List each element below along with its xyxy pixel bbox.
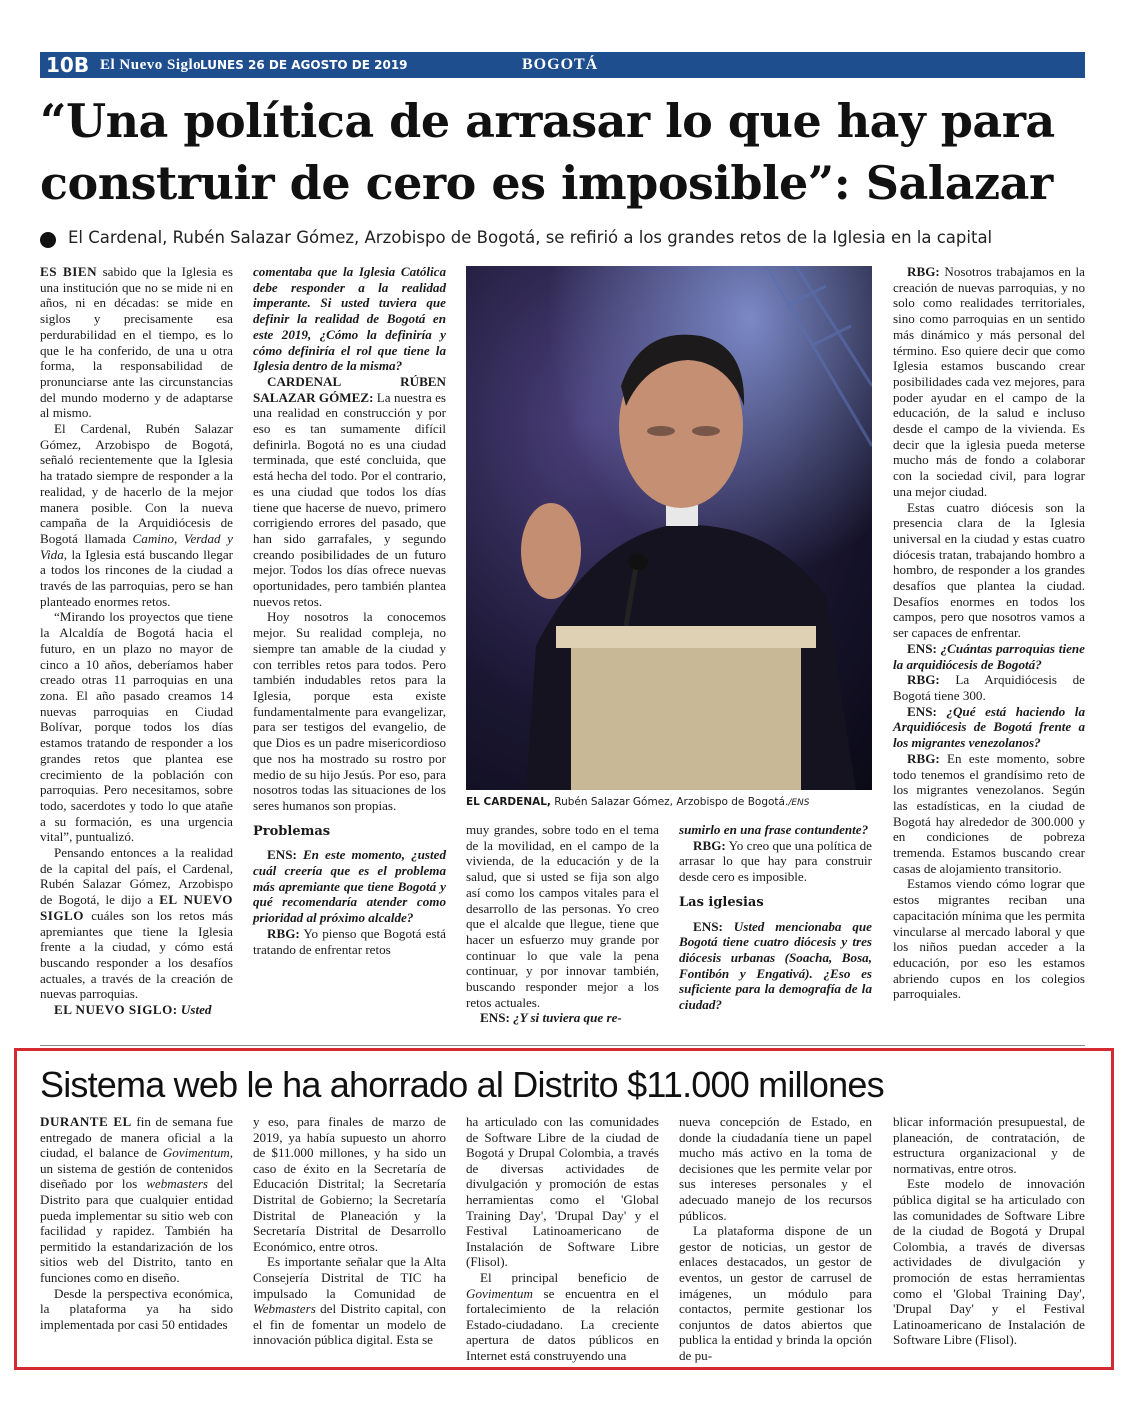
paragraph-text: cuáles son los retos más apremiantes que tiene la Iglesia frente a la ciudad, y cómo está buscando responder a los desafíos actuales, a través de la creación de nuevas parroquias.	[40, 907, 233, 1002]
paragraph	[253, 1254, 446, 1348]
italic-term: webmasters	[146, 1176, 209, 1192]
system-name: Govimentum	[162, 1145, 230, 1161]
box-column-2	[253, 1114, 446, 1348]
paragraph-text: Pensando entonces a la realidad de la capital del país, el Cardenal, Rubén Salazar Gómez, Arzobispo de Bogotá, le dijo a	[40, 845, 233, 908]
paragraph: “Mirando los proyectos que tiene la Alcaldía de Bogotá hacia el futuro, en un plazo no mayor de cinco a 10 años, deberíamos haber creado otras 11 parroquias en una zona. El año pasado creamos 14 nuevas parroquias en Ciudad Bolívar, porque todos los días estamos tratando de responder a los grandes retos que plantea ese crecimiento de la población con parroquias. Pero necesitamos, sobre todo, sacerdotes y todo lo que atañe a su formación, es una urgencia vital”, puntualizó.	[40, 609, 233, 845]
paragraph-text: se encuentra en el fortalecimiento de la relación Estado-ciudadano. La creciente apertura de datos públicos en Internet está construyendo una	[466, 1285, 659, 1363]
paragraph	[893, 672, 1085, 703]
lead-in: DURANTE EL	[40, 1114, 132, 1129]
paragraph	[40, 1114, 233, 1286]
issue-date: LUNES 26 DE AGOSTO DE 2019	[200, 58, 408, 72]
speaker-label: RBG:	[267, 925, 300, 941]
paragraph: Este modelo de innovación pública digital se ha articulado con las comunidades de Software Libre de la ciudad de Bogotá y Drupal Colombia, a través de diversas actividades de divulgación y promoción de estas herramientas como el 'Global Training Day', 'Drupal Day' y el Festival Latinoamericano de Instalación de Software Libre (Flisol).	[893, 1176, 1085, 1348]
section-subhead: Las iglesias	[679, 894, 764, 910]
article-subheadline: El Cardenal, Rubén Salazar Gómez, Arzobispo de Bogotá, se refirió a los grandes retos de la Iglesia en la capital	[68, 228, 993, 247]
paragraph: La plataforma dispone de un gestor de noticias, un gestor de enlaces destacados, un gestor de eventos, un gestor de carrusel de imágenes, un módulo para contactos, permite gestionar los conjuntos de datos abiertos que publica la entidad y brinda la opción de pu-	[679, 1223, 872, 1363]
paragraph	[893, 704, 1085, 751]
paragraph: Hoy nosotros la conocemos mejor. Su realidad compleja, no siempre tan amable de la ciudad y con terribles retos para todos. Pero también indudables retos para la Iglesia, porque esta existe fundamentalmente para evangelizar, para ser testigos del evangelio, de que Dios es un padre misericordioso que nos ha mostrado su rostro por medio de su hijo Jesús. Por eso, para nosotros todas las situaciones de los seres humanos son propias.	[253, 609, 446, 813]
page-header-bar	[40, 52, 1085, 78]
box-column-1	[40, 1114, 233, 1332]
question-text: Usted	[177, 1002, 212, 1018]
newspaper-mention: EL NUEVO SIGLO	[40, 892, 233, 923]
box-column-4	[679, 1114, 872, 1364]
paragraph	[893, 641, 1085, 672]
answer-text: Yo pienso que Bogotá está tratando de enfrentar retos	[253, 925, 446, 957]
paragraph: y eso, para finales de marzo de 2019, ya había supuesto un ahorro de $11.000 millones, y ha sido un caso de éxito en la Secretaría de Educación Distrital; la Secretaría Distrital de Gobierno; la Secretaría Distrital de Planeación y la Secretaría Distrital de Desarrollo Económico, entre otros.	[253, 1114, 446, 1254]
paragraph-text: Es importante señalar que la Alta Consejería Distrital de TIC ha impulsado la Comunidad de	[253, 1254, 446, 1301]
paragraph: nueva concepción de Estado, en donde la ciudadanía tiene un papel mucho más activo en la toma de decisiones que les permite velar por sus intereses personales y el adecuado manejo de los recursos públicos.	[679, 1114, 872, 1223]
paragraph: Estas cuatro diócesis son la presencia clara de la Iglesia universal en la ciudad y estas cuatro diócesis tratan, trabajando hombro a hombro, de responder a los grandes desafíos que plantea la ciudad. Desafíos enormes en todos los campos, pero que nosotros vamos a ser capaces de enfrentar.	[893, 499, 1085, 641]
caption-text: Rubén Salazar Gómez, Arzobispo de Bogotá.	[550, 796, 789, 808]
system-name: Govimentum	[466, 1285, 533, 1301]
answer-text: Nosotros trabajamos en la creación de nuevas parroquias, y no solo como realidades territoriales, sino como parroquias en un sentido más dinámico y más personal del término. Eso quiere decir que como Iglesia estamos buscando crear posibilidades cada vez mejores, para poder ayudar en el campo de la educación, de la salud e incluso desde el campo de la vivienda. Es decir que la iglesia pueda meterse mucho más de fondo a colaborar con la sociedad civil, para lograr una mejor ciudad.	[893, 264, 1085, 499]
photo-credit: /ENS	[788, 798, 810, 808]
paragraph	[40, 1002, 233, 1018]
speaker-label: CARDENAL RÚBEN SALAZAR GÓMEZ:	[253, 373, 446, 405]
paragraph-text: fin de semana fue entregado de manera oficial a la ciudad, el balance de	[40, 1114, 233, 1161]
paragraph	[679, 919, 872, 1013]
paragraph-text: , un sistema de gestión de contenidos diseñado por los	[40, 1145, 233, 1192]
paragraph: Estamos viendo cómo lograr que estos migrantes reciban una capacitación mínima que les permita vincularse al mercado laboral y que los niños puedan acceder a la educación, por eso les estamos abriendo cupos en los colegios parroquiales.	[893, 876, 1085, 1002]
paragraph	[40, 845, 233, 1002]
section-name: BOGOTÁ	[522, 56, 599, 73]
paragraph	[253, 374, 446, 610]
article-column-1	[40, 264, 233, 1018]
paragraph	[679, 838, 872, 885]
paragraph-text: del Distrito para que cualquier entidad pueda implementar su sitio web con facilidad y rapidez. También ha permitido la estandarización de los sitios web del Distrito, tanto en funciones como en diseño.	[40, 1176, 233, 1285]
paragraph	[253, 926, 446, 957]
section-subhead: Problemas	[253, 823, 331, 839]
paragraph	[893, 264, 1085, 500]
answer-text: En este momento, sobre todo tenemos el grandísimo reto de los migrantes venezolanos. Según las estadísticas, en la ciudad de Bogotá hay alrededor de 300.000 y en condiciones de pobreza tremenda. Estamos buscando crear casas de alojamiento transitorio.	[893, 750, 1085, 876]
paragraph-text: sabido que la Iglesia es una institución que no se mide ni en años, ni en décadas: se mide en siglos y precisamente esa perdurabilidad en el tiempo, es lo que le ha conferido, de una u otra forma, la responsabilidad de pronunciarse ante las circunstancias del mundo moderno y de adaptarse al mismo.	[40, 264, 234, 421]
article-column-4	[679, 822, 872, 1013]
question-text: En este momento, ¿usted cuál creería que es el problema más apremiante que tiene Bogotá y qué recomendaría atender como prioridad al próximo alcalde?	[253, 847, 446, 926]
article-column-3	[466, 822, 659, 1026]
answer-text: La nuestra es una realidad en construcción y por eso es tan sumamente difícil definirla. Bogotá no es una ciudad terminada, que esté concluida, que está hecha del todo. Por el contrario, es una ciudad que todos los días tiene que hacerse de nuevo, primero corrigiendo errores del pasado, que han sido garrafales, y segundo creando posibilidades de un futuro mejor. Todos los días ofrece nuevas oportunidades, pero también plantea nuevos retos.	[253, 389, 446, 609]
photo-illustration	[466, 266, 872, 790]
answer-text: La Arquidiócesis de Bogotá tiene 300.	[893, 672, 1085, 703]
question-text: comentaba que la Iglesia Católica debe responder a la realidad imperante. Si usted tuviera que definir la realidad de Bogotá en este 2019, ¿Cómo la definiría y cómo definiría el rol que tiene la Iglesia dentro de la misma?	[253, 264, 446, 374]
speaker-label: ENS:	[693, 918, 723, 934]
article-headline: “Una política de arrasar lo que hay para construir de cero es imposible”: Salazar	[40, 94, 1055, 210]
answer-text: Yo creo que una política de arrasar lo que hay para construir desde cero es imposible.	[679, 837, 872, 885]
paragraph-text: , la Iglesia está buscando llegar a todos los rincones de la ciudad a través de las parroquias, pero se han planteado enormes retos.	[40, 546, 233, 609]
paragraph: blicar información presupuestal, de planeación, de contratación, de estructura organizacional y de normativas, entre otros.	[893, 1114, 1085, 1176]
question-text: ¿Cuántas parroquias tiene la arquidiócesis de Bogotá?	[893, 640, 1085, 672]
bullet-icon	[40, 232, 56, 248]
article-column-5	[893, 264, 1085, 1002]
speaker-label: RBG:	[907, 750, 940, 766]
speaker-label: RBG:	[907, 264, 940, 279]
lead-in: ES BIEN	[40, 264, 98, 279]
speaker-label: ENS:	[907, 640, 937, 656]
paragraph: Desde la perspectiva económica, la plataforma ya ha sido implementada por casi 50 entidades	[40, 1285, 233, 1332]
campaign-name: Camino, Verdad y Vida	[40, 530, 233, 562]
paragraph: ha articulado con las comunidades de Software Libre de la ciudad de Bogotá y Drupal Colombia, a través de diversas actividades de divulgación y promoción de estas herramientas como el 'Global Training Day', 'Drupal Day' y el Festival Latinoamericano de Instalación de Software Libre (Flisol).	[466, 1114, 659, 1270]
cardinal-photo	[466, 266, 872, 790]
photo-caption	[466, 796, 876, 808]
question-text: sumirlo en una frase contundente?	[679, 822, 869, 837]
paragraph-text: El principal beneficio de	[480, 1269, 659, 1285]
caption-lead: EL CARDENAL,	[466, 796, 551, 808]
paragraph	[893, 751, 1085, 877]
paragraph	[40, 264, 233, 421]
box-headline: Sistema web le ha ahorrado al Distrito $11.000 millones	[40, 1064, 884, 1105]
italic-term: Webmasters	[253, 1301, 316, 1317]
speaker-label: ENS:	[480, 1010, 510, 1026]
box-column-5	[893, 1114, 1085, 1348]
speaker-label: RBG:	[907, 672, 940, 688]
paragraph-text: del Distrito capital, con el fin de fomentar un modelo de innovación pública digital. Esta se	[253, 1301, 446, 1348]
speaker-label: ENS:	[907, 703, 937, 719]
paragraph-text: El Cardenal, Rubén Salazar Gómez, Arzobispo de Bogotá, señaló recientemente que la Iglesia ha tratado siempre de responder a la realidad, y de hacerlo de la mejor manera posible. Con la nueva campaña de la Arquidiócesis de Bogotá llamada	[40, 421, 233, 546]
question-text: Usted mencionaba que Bogotá tiene cuatro diócesis y tres diócesis urbanas (Soacha, Bosa, Fontibón y Engativá). ¿Eso es suficiente para la demografía de la ciudad?	[679, 918, 872, 1013]
speaker-label: EL NUEVO SIGLO:	[54, 1002, 178, 1018]
page-number: 10B	[46, 53, 90, 77]
newspaper-name: El Nuevo Siglo	[100, 57, 202, 73]
paragraph: muy grandes, sobre todo en el tema de la movilidad, en el campo de la vivienda, de la educación y de la salud, que si usted se fija son algo así como los campos vitales para el desarrollo de las personas. Yo creo que el alcalde que llegue, tiene que hacer un esfuerzo muy grande por continuar lo que vale la pena continuar, y por innovar también, buscando responder mejor a los retos actuales.	[466, 822, 659, 1010]
question-text: ¿Qué está haciendo la Arquidiócesis de Bogotá frente a los migrantes venezolanos?	[893, 703, 1085, 751]
question-text: ¿Y si tuviera que re-	[509, 1010, 622, 1026]
speaker-label: RBG:	[693, 837, 726, 853]
section-divider	[40, 1045, 1085, 1046]
paragraph	[253, 847, 446, 926]
speaker-label: ENS:	[267, 847, 297, 863]
paragraph	[466, 1270, 659, 1364]
paragraph	[40, 421, 233, 609]
box-column-3	[466, 1114, 659, 1364]
paragraph	[466, 1010, 659, 1026]
article-column-2	[253, 264, 446, 957]
